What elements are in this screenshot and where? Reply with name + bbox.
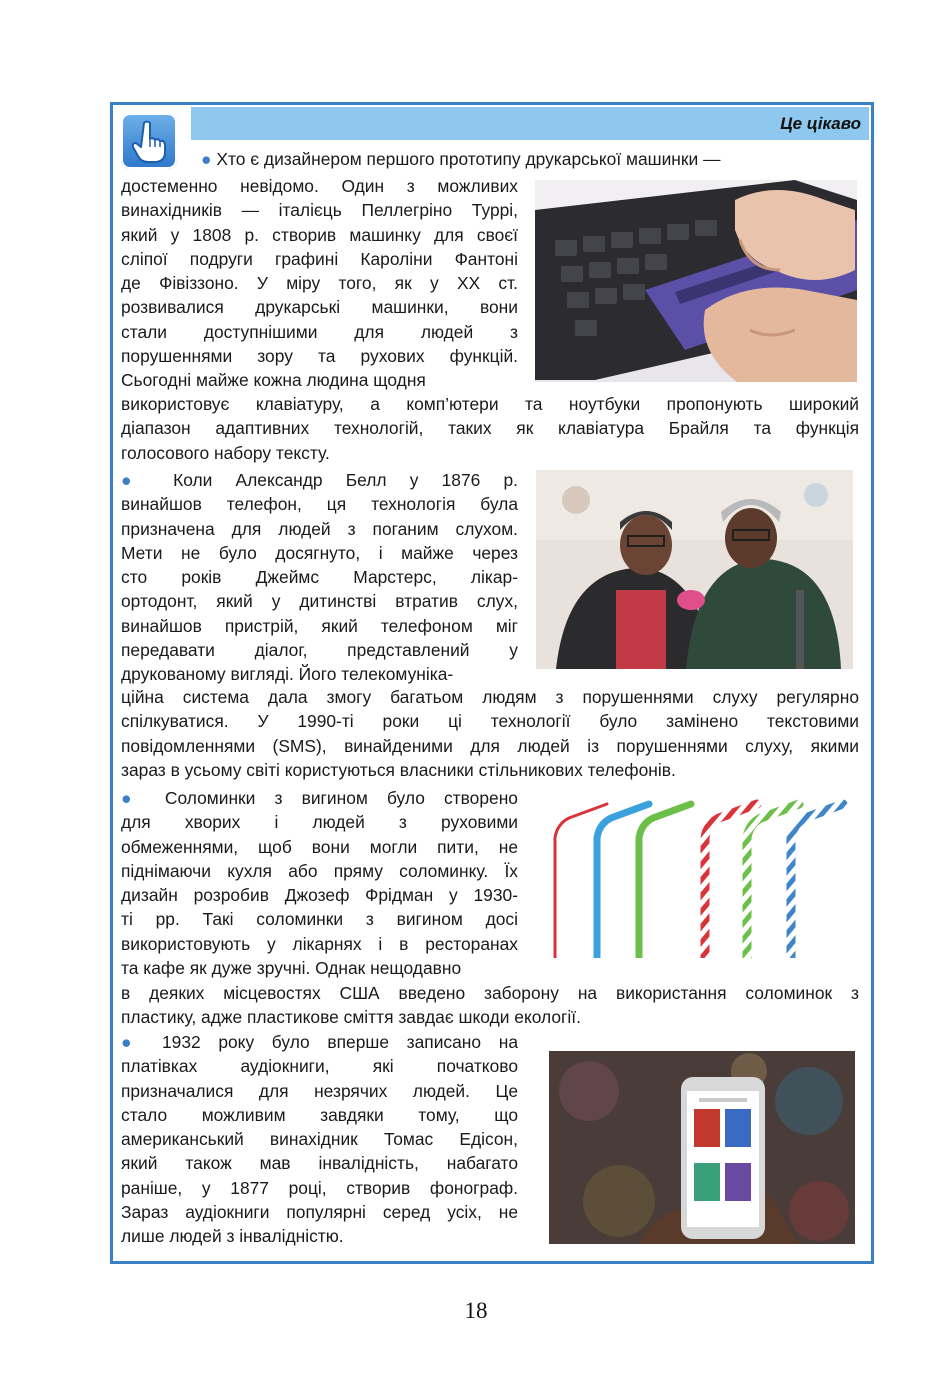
text-line: ● Хто є дизайнером першого прототипу друкарської машинки — [201, 149, 721, 169]
braille-keyboard-photo [535, 180, 857, 382]
text-line: стали доступнішими для людей з [121, 321, 518, 342]
section-4-text [121, 1030, 518, 1249]
two-women-with-phone-photo [536, 470, 853, 669]
text-line: ційна система дала змогу багатьом людям з порушеннями слуху регулярно [121, 687, 859, 707]
text-line: де Фівіззоно. У міру того, як у ХХ ст. [121, 273, 518, 294]
text-line: призначена для людей з поганим слухом. [121, 518, 518, 539]
bullet-icon: ● [121, 470, 150, 490]
section-3-wrapped-text [121, 786, 518, 980]
bullet-icon: ● [201, 149, 212, 169]
text-line: ● 1932 року було вперше записано на [121, 1032, 518, 1052]
text-line: друкованому вигляді. Його телекомуніка- [121, 664, 454, 685]
text-line: діапазон адаптивних технологій, таких як клавіатура Брайля та функція [121, 418, 859, 439]
text-line: Сьогодні майже кожна людина щодня [121, 370, 426, 391]
text-line: та кафе як дуже зручні. Однак нещодавно [121, 958, 462, 979]
text-line: Мети не було досягнуто, і майже через [121, 542, 518, 563]
text-line: в деяких місцевостях США введено заборону на використання соломинок з [121, 983, 859, 1003]
bullet-icon: ● [121, 1032, 145, 1052]
text-line: винахідників — італієць Пеллегріно Туррі, [121, 200, 518, 221]
text-line: спілкуватися. У 1990-ті роки ці технології було замінено текстовими [121, 711, 859, 732]
pointing-hand-icon [121, 113, 177, 169]
audiobook-phone-photo [549, 1051, 855, 1244]
text-line: який також мав інвалідність, набагато [121, 1153, 518, 1174]
text-line: пластику, адже пластикове сміття завдає шкоди екології. [121, 1007, 581, 1028]
text-line: використовує клавіатуру, а комп’ютери та ноутбуки пропонують широкий [121, 394, 859, 414]
text-line: сліпої подруги графині Кароліни Фантоні [121, 248, 518, 269]
section-2-wrapped-text [121, 468, 518, 687]
text-line: раніше, у 1877 році, створив фонограф. [121, 1177, 518, 1198]
text-line: порушеннями зору та рухових функцій. [121, 346, 518, 367]
text-line: призначалися для незрячих людей. Це [121, 1080, 518, 1101]
section-1-wrapped-text [121, 174, 518, 393]
text-line: сто років Джеймс Марстерс, лікар- [121, 567, 518, 588]
text-line: достеменно невідомо. Один з можливих [121, 176, 518, 196]
bullet-icon: ● [121, 788, 146, 808]
text-line: ті рр. Такі соломинки з вигином досі [121, 909, 518, 930]
text-line: повідомленнями (SMS), винайденими для людей із порушеннями слуху, якими [121, 735, 859, 756]
section-2-full-text [121, 685, 859, 782]
info-box-title: Це цікаво [780, 114, 861, 133]
text-line: лише людей з інвалідністю. [121, 1226, 344, 1247]
text-line: винайшов пристрій, який телефоном міг [121, 615, 518, 636]
text-line: використовують у лікарнях і в ресторанах [121, 933, 518, 954]
text-line: Зараз аудіокниги популярні серед усіх, не [121, 1202, 518, 1223]
text-line: піднімаючи кухля або пряму соломинку. Їх [121, 860, 518, 881]
text-line: стало можливим завдяки тому, що [121, 1104, 518, 1125]
text-line: ● Соломинки з вигином було створено [121, 788, 518, 808]
section-1-full-text [121, 392, 859, 465]
info-box-header [191, 107, 869, 140]
page-number: 18 [464, 1298, 488, 1323]
text-line: ортодонт, який у дитинстві втратив слух, [121, 591, 518, 612]
text-line: платівках аудіокниги, які початково [121, 1056, 518, 1077]
text-line: передавати діалог, представлений у [121, 640, 518, 661]
text-line: винайшов телефон, ця технологія була [121, 494, 518, 515]
text-line: розвивалися друкарські машинки, вони [121, 297, 518, 318]
text-line: дизайн розробив Джозеф Фрідман у 1930- [121, 885, 518, 906]
section-1-first-line [201, 147, 839, 171]
text-line: зараз в усьому світі користуються власники стільникових телефонів. [121, 759, 676, 780]
bendy-straws-photo [545, 798, 857, 958]
section-3-full-text [121, 981, 859, 1030]
text-line: для хворих і людей з руховими [121, 812, 518, 833]
text-line: американський винахідник Томас Едісон, [121, 1129, 518, 1150]
text-line: який у 1808 р. створив машинку для своєї [121, 224, 518, 245]
text-line: голосового набору тексту. [121, 442, 330, 463]
text-line: обмеженнями, щоб вони могли пити, не [121, 836, 518, 857]
text-line: ● Коли Александр Белл у 1876 р. [121, 470, 518, 490]
